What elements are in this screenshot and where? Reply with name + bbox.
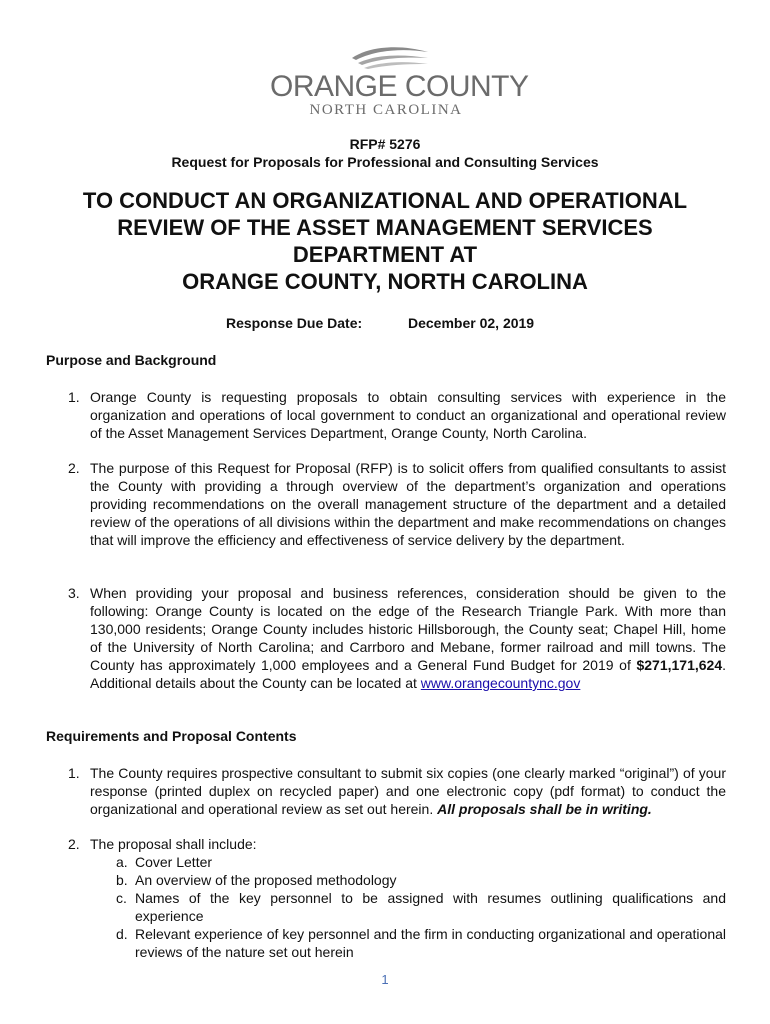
title-line: DEPARTMENT AT — [292, 242, 478, 267]
document-title — [0, 187, 770, 295]
item-number: 1. — [68, 389, 80, 405]
sub-item — [116, 889, 726, 925]
item-number: 2. — [68, 460, 80, 476]
section-heading-purpose: Purpose and Background — [46, 352, 217, 368]
sub-item-letter: c. — [116, 890, 127, 906]
sub-item-text: Cover Letter — [135, 854, 213, 870]
title-line: TO CONDUCT AN ORGANIZATIONAL AND OPERATIONAL — [82, 188, 688, 213]
item-number: 3. — [68, 585, 80, 601]
list-item — [68, 835, 726, 961]
logo-county-name: ORANGE COUNTY — [270, 70, 529, 103]
title-line: ORANGE COUNTY, NORTH CAROLINA — [182, 269, 588, 294]
budget-amount: $271,171,624 — [636, 657, 723, 673]
title-line: REVIEW OF THE ASSET MANAGEMENT SERVICES — [117, 215, 653, 240]
list-item — [68, 388, 726, 442]
sub-item — [116, 853, 726, 871]
sub-item-text: Names of the key personnel to be assigned with resumes outlining qualifications and experience — [135, 890, 726, 924]
item-text-main: The County requires prospective consultant to submit six copies (one clearly marked “original”) of your response (printed duplex on recycled paper) and one electronic copy (pdf format) to conduct the organizational and operational review as set out herein. — [90, 765, 726, 817]
list-item — [68, 764, 726, 818]
item-text-main: When providing your proposal and business references, consideration should be given to the following: Orange County is located on the edge of the Research Triangle Park. With more than 130,000 residents; Orange County includes historic Hillsborough, the County seat; Chapel Hill, home of the University of North Carolina; and Carrboro and Mebane, former railroad and mill towns. The County has approximately 1,000 employees and a General Fund Budget for 2019 of — [90, 585, 726, 673]
item-number: 2. — [68, 836, 80, 852]
logo-state-name: NORTH CAROLINA — [309, 102, 463, 118]
writing-emphasis: All proposals shall be in writing. — [437, 801, 652, 817]
sub-item-text: An overview of the proposed methodology — [135, 872, 397, 888]
sub-item — [116, 871, 726, 889]
due-date-value: December 02, 2019 — [408, 315, 535, 331]
swoosh-logo-icon — [350, 42, 430, 70]
item-text — [90, 835, 726, 961]
sub-item-letter: b. — [116, 872, 128, 888]
rfp-subtitle: Request for Proposals for Professional and Consulting Services — [171, 154, 599, 170]
due-date-label: Response Due Date: — [226, 315, 363, 331]
item-text — [90, 764, 726, 818]
sub-item-text: Relevant experience of key personnel and the firm in conducting organizational and operational reviews of the nature set out herein — [135, 926, 726, 960]
list-item — [68, 584, 726, 692]
item-text — [90, 584, 726, 692]
sub-item-letter: a. — [116, 854, 128, 870]
item-number: 1. — [68, 765, 80, 781]
page-number: 1 — [381, 972, 389, 987]
rfp-number: RFP# 5276 — [349, 136, 421, 152]
sub-item — [116, 925, 726, 961]
list-item — [68, 459, 726, 549]
section-heading-requirements: Requirements and Proposal Contents — [46, 728, 297, 744]
orange-county-logo — [270, 42, 529, 120]
item-intro: The proposal shall include: — [90, 836, 257, 852]
sub-item-letter: d. — [116, 926, 128, 942]
county-website-link[interactable]: www.orangecountync.gov — [420, 675, 581, 691]
item-text: The purpose of this Request for Proposal (RFP) is to solicit offers from qualified consultants to assist the County with providing a through overview of the department’s organization and operations providing recommendations on the overall management structure of the department and a detailed review of the operations of all divisions within the department and make recommendations on changes that will improve the efficiency and effectiveness of service delivery by the department. — [90, 460, 726, 548]
item-text-after: . Additional details about the County can be located at — [90, 657, 727, 691]
item-text: Orange County is requesting proposals to obtain consulting services with experience in the organization and operations of local government to conduct an organizational and operational review of the Asset Management Services Department, Orange County, North Carolina. — [90, 389, 726, 441]
